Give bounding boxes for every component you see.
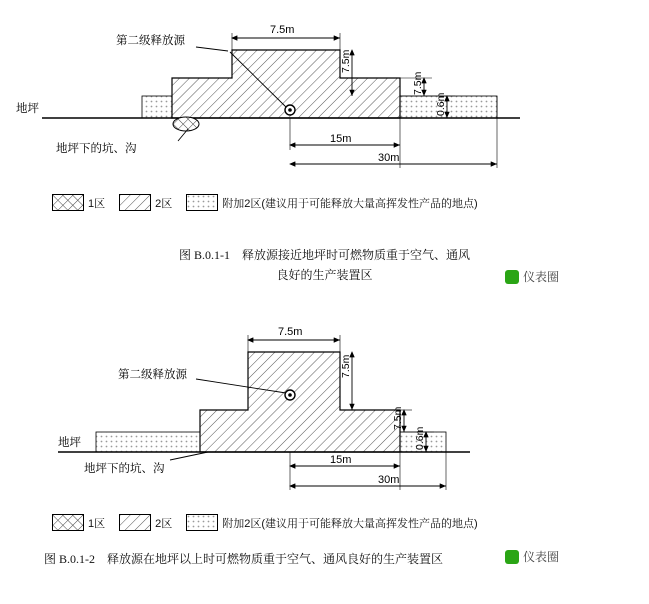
figure-1-caption-line2: 良好的生产装置区	[276, 268, 373, 282]
legend2-item-zone2	[119, 514, 172, 531]
fig2-dim-top: 7.5m	[278, 326, 303, 338]
legend-label-zone2: 2区	[155, 197, 173, 210]
legend2-label-zone1: 1区	[88, 517, 106, 530]
fig2-pit-label: 地坪下的坑、沟	[84, 463, 165, 475]
watermark-text-2: 仪表圈	[523, 550, 560, 564]
figure-2-drawing	[0, 300, 649, 495]
fig1-dim-top: 7.5m	[270, 24, 295, 36]
fig2-dim-v3: 0.6m	[414, 426, 426, 450]
legend2-swatch-zone1	[52, 514, 84, 531]
legend2-item-zone1	[52, 514, 105, 531]
legend-item-zone2	[119, 194, 172, 211]
fig2-dim-mid: 15m	[330, 454, 352, 466]
fig1-source-label: 第二级释放源	[116, 35, 185, 47]
figure-2-caption-no: 图 B.0.1-2	[44, 552, 96, 566]
legend2-swatch-zone2	[119, 514, 151, 531]
watermark-2	[505, 548, 559, 565]
watermark-logo-icon-2	[505, 550, 519, 564]
fig1-pit-label: 地坪下的坑、沟	[56, 143, 137, 155]
fig2-source-label: 第二级释放源	[118, 369, 187, 381]
legend2-swatch-zone2add	[186, 514, 218, 531]
legend-item-zone2add	[186, 194, 477, 211]
fig2-dim-v2: 7.5m	[392, 406, 404, 430]
legend2-label-zone2add: 附加2区(建议用于可能释放大量高挥发性产品的地点)	[222, 517, 478, 530]
figure-1-caption	[0, 246, 649, 264]
figure-1-caption-no: 图 B.0.1-1	[178, 248, 230, 262]
fig2-dim-bottom: 30m	[378, 474, 400, 486]
figure-2	[0, 300, 649, 604]
watermark-1	[505, 268, 559, 285]
figure-1-legend	[52, 194, 492, 211]
legend2-item-zone2add	[186, 514, 477, 531]
legend-label-zone2add: 附加2区(建议用于可能释放大量高挥发性产品的地点)	[222, 197, 478, 210]
figure-2-legend	[52, 514, 492, 531]
fig1-dim-v3: 0.6m	[435, 92, 447, 116]
legend-label-zone1: 1区	[88, 197, 106, 210]
watermark-logo-icon	[505, 270, 519, 284]
fig1-grade-label: 地坪	[16, 103, 39, 115]
fig2-dim-v1: 7.5m	[340, 354, 352, 378]
fig1-dim-v2: 7.5m	[412, 71, 424, 95]
fig2-grade-label: 地坪	[58, 437, 81, 449]
figure-1	[0, 0, 649, 300]
watermark-text-1: 仪表圈	[523, 270, 560, 284]
figure-2-caption-text: 释放源在地坪以上时可燃物质重于空气、通风良好的生产装置区	[107, 552, 444, 566]
fig1-dim-bottom: 30m	[378, 152, 400, 164]
figure-1-drawing	[0, 0, 649, 185]
legend-swatch-zone1	[52, 194, 84, 211]
legend2-label-zone2: 2区	[155, 517, 173, 530]
figure-1-caption-line1: 释放源接近地坪时可燃物质重于空气、通风	[242, 248, 471, 262]
legend-swatch-zone2	[119, 194, 151, 211]
fig1-dim-v1: 7.5m	[340, 49, 352, 73]
legend-item-zone1	[52, 194, 105, 211]
legend-swatch-zone2add	[186, 194, 218, 211]
fig1-dim-mid: 15m	[330, 133, 352, 145]
